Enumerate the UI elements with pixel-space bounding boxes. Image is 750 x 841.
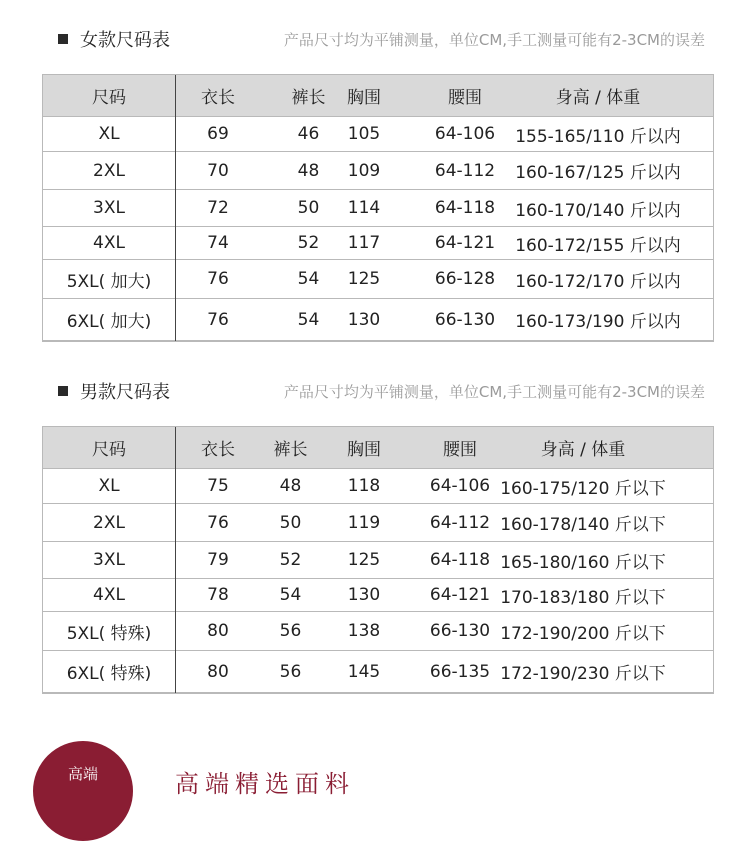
cell-height-weight: 160-175/120 斤以下 <box>500 478 666 499</box>
cell-pants-length: 46 <box>297 124 320 144</box>
men-size-chart-title: 男款尺码表 <box>80 382 170 403</box>
cell-top-length: 80 <box>207 661 229 682</box>
header-height-weight: 身高 / 体重 <box>555 88 641 108</box>
cell-size: 5XL( 特殊) <box>66 623 152 644</box>
bullet-square-icon <box>58 34 68 44</box>
table-header-row <box>43 75 713 117</box>
header-pants-length: 裤长 <box>291 88 326 108</box>
table-row <box>43 227 713 260</box>
cell-waist: 64-112 <box>429 512 491 533</box>
header-chest: 胸围 <box>347 88 381 108</box>
cell-pants-length: 50 <box>297 198 320 218</box>
cell-chest: 118 <box>347 476 381 496</box>
cell-height-weight: 170-183/180 斤以下 <box>500 587 666 608</box>
cell-top-length: 79 <box>207 550 229 570</box>
cell-top-length: 76 <box>207 512 229 533</box>
column-divider <box>175 75 176 341</box>
cell-waist: 66-130 <box>429 621 491 641</box>
cell-waist: 64-106 <box>429 476 491 496</box>
cell-top-length: 70 <box>207 160 229 181</box>
header-size: 尺码 <box>92 88 126 108</box>
cell-height-weight: 160-172/155 斤以内 <box>515 235 681 256</box>
cell-pants-length: 54 <box>279 585 302 605</box>
cell-size: 6XL( 加大) <box>66 312 152 332</box>
cell-chest: 117 <box>347 233 381 253</box>
table-row <box>43 651 713 693</box>
cell-top-length: 75 <box>207 476 229 496</box>
women-size-table <box>42 74 714 342</box>
cell-size: 4XL <box>93 585 125 605</box>
table-row <box>43 152 713 190</box>
cell-pants-length: 48 <box>279 476 302 496</box>
cell-top-length: 72 <box>207 198 229 218</box>
cell-waist: 64-121 <box>429 585 491 605</box>
table-row <box>43 299 713 341</box>
cell-chest: 125 <box>347 550 381 570</box>
header-chest: 胸围 <box>347 440 381 460</box>
cell-chest: 125 <box>347 269 381 289</box>
cell-chest: 114 <box>347 198 381 218</box>
cell-height-weight: 160-173/190 斤以内 <box>515 312 681 332</box>
header-pants-length: 裤长 <box>273 440 308 460</box>
table-row <box>43 117 713 152</box>
brand-badge-text: 高端 <box>67 765 98 783</box>
cell-pants-length: 52 <box>279 550 302 570</box>
cell-size: 6XL( 特殊) <box>66 664 152 684</box>
cell-waist: 64-118 <box>434 198 496 218</box>
cell-waist: 66-135 <box>429 661 491 682</box>
cell-chest: 105 <box>347 124 381 144</box>
cell-waist: 64-118 <box>429 550 491 570</box>
table-row <box>43 579 713 612</box>
cell-height-weight: 160-167/125 斤以内 <box>515 163 681 183</box>
cell-top-length: 76 <box>207 309 229 330</box>
cell-pants-length: 52 <box>297 233 320 253</box>
women-size-chart-title: 女款尺码表 <box>80 30 170 51</box>
cell-size: 4XL <box>93 233 125 253</box>
table-header-row <box>43 427 713 469</box>
cell-size: 5XL( 加大) <box>66 271 152 292</box>
cell-waist: 64-121 <box>434 233 496 253</box>
women-section-header <box>0 24 750 54</box>
cell-chest: 130 <box>347 585 381 605</box>
cell-waist: 66-128 <box>434 269 496 289</box>
cell-size: 2XL <box>93 160 125 181</box>
cell-top-length: 80 <box>207 621 229 641</box>
cell-waist: 66-130 <box>434 309 496 330</box>
cell-chest: 145 <box>347 661 381 682</box>
brand-badge <box>33 741 133 841</box>
cell-waist: 64-106 <box>434 124 496 144</box>
cell-top-length: 78 <box>207 585 229 605</box>
cell-height-weight: 160-178/140 斤以下 <box>500 515 666 535</box>
header-top-length: 衣长 <box>201 440 235 460</box>
table-row <box>43 469 713 504</box>
women-measurement-note: 产品尺寸均为平铺测量，单位CM,手工测量可能有2-3CM的误差 <box>283 31 705 49</box>
cell-top-length: 74 <box>207 233 229 253</box>
cell-pants-length: 54 <box>297 269 320 289</box>
cell-height-weight: 160-172/170 斤以内 <box>515 271 681 292</box>
table-row <box>43 542 713 579</box>
table-row <box>43 504 713 542</box>
header-waist: 腰围 <box>443 440 477 460</box>
header-height-weight: 身高 / 体重 <box>540 440 626 460</box>
cell-top-length: 69 <box>207 124 229 144</box>
men-section-header <box>0 376 750 406</box>
cell-pants-length: 56 <box>279 621 302 641</box>
cell-pants-length: 54 <box>297 309 320 330</box>
cell-chest: 109 <box>347 160 381 181</box>
table-row <box>43 190 713 227</box>
cell-pants-length: 50 <box>279 512 302 533</box>
cell-chest: 119 <box>347 512 381 533</box>
cell-size: 2XL <box>93 512 125 533</box>
cell-size: XL <box>98 124 120 144</box>
header-size: 尺码 <box>92 440 126 460</box>
cell-pants-length: 48 <box>297 160 320 181</box>
cell-size: 3XL <box>93 550 125 570</box>
column-divider <box>175 427 176 693</box>
table-row <box>43 612 713 651</box>
cell-pants-length: 56 <box>279 661 302 682</box>
cell-height-weight: 172-190/200 斤以下 <box>500 623 666 644</box>
men-size-table <box>42 426 714 694</box>
header-top-length: 衣长 <box>201 88 235 108</box>
cell-top-length: 76 <box>207 269 229 289</box>
cell-height-weight: 155-165/110 斤以内 <box>515 126 681 147</box>
cell-chest: 138 <box>347 621 381 641</box>
table-row <box>43 260 713 299</box>
footer-banner-text: 高端精选面料 <box>175 770 355 798</box>
cell-height-weight: 165-180/160 斤以下 <box>500 552 666 573</box>
bullet-square-icon <box>58 386 68 396</box>
cell-chest: 130 <box>347 309 381 330</box>
men-measurement-note: 产品尺寸均为平铺测量，单位CM,手工测量可能有2-3CM的误差 <box>283 383 705 401</box>
header-waist: 腰围 <box>448 88 482 108</box>
cell-size: 3XL <box>93 198 125 218</box>
cell-size: XL <box>98 476 120 496</box>
cell-height-weight: 160-170/140 斤以内 <box>515 200 681 221</box>
cell-height-weight: 172-190/230 斤以下 <box>500 664 666 684</box>
cell-waist: 64-112 <box>434 160 496 181</box>
